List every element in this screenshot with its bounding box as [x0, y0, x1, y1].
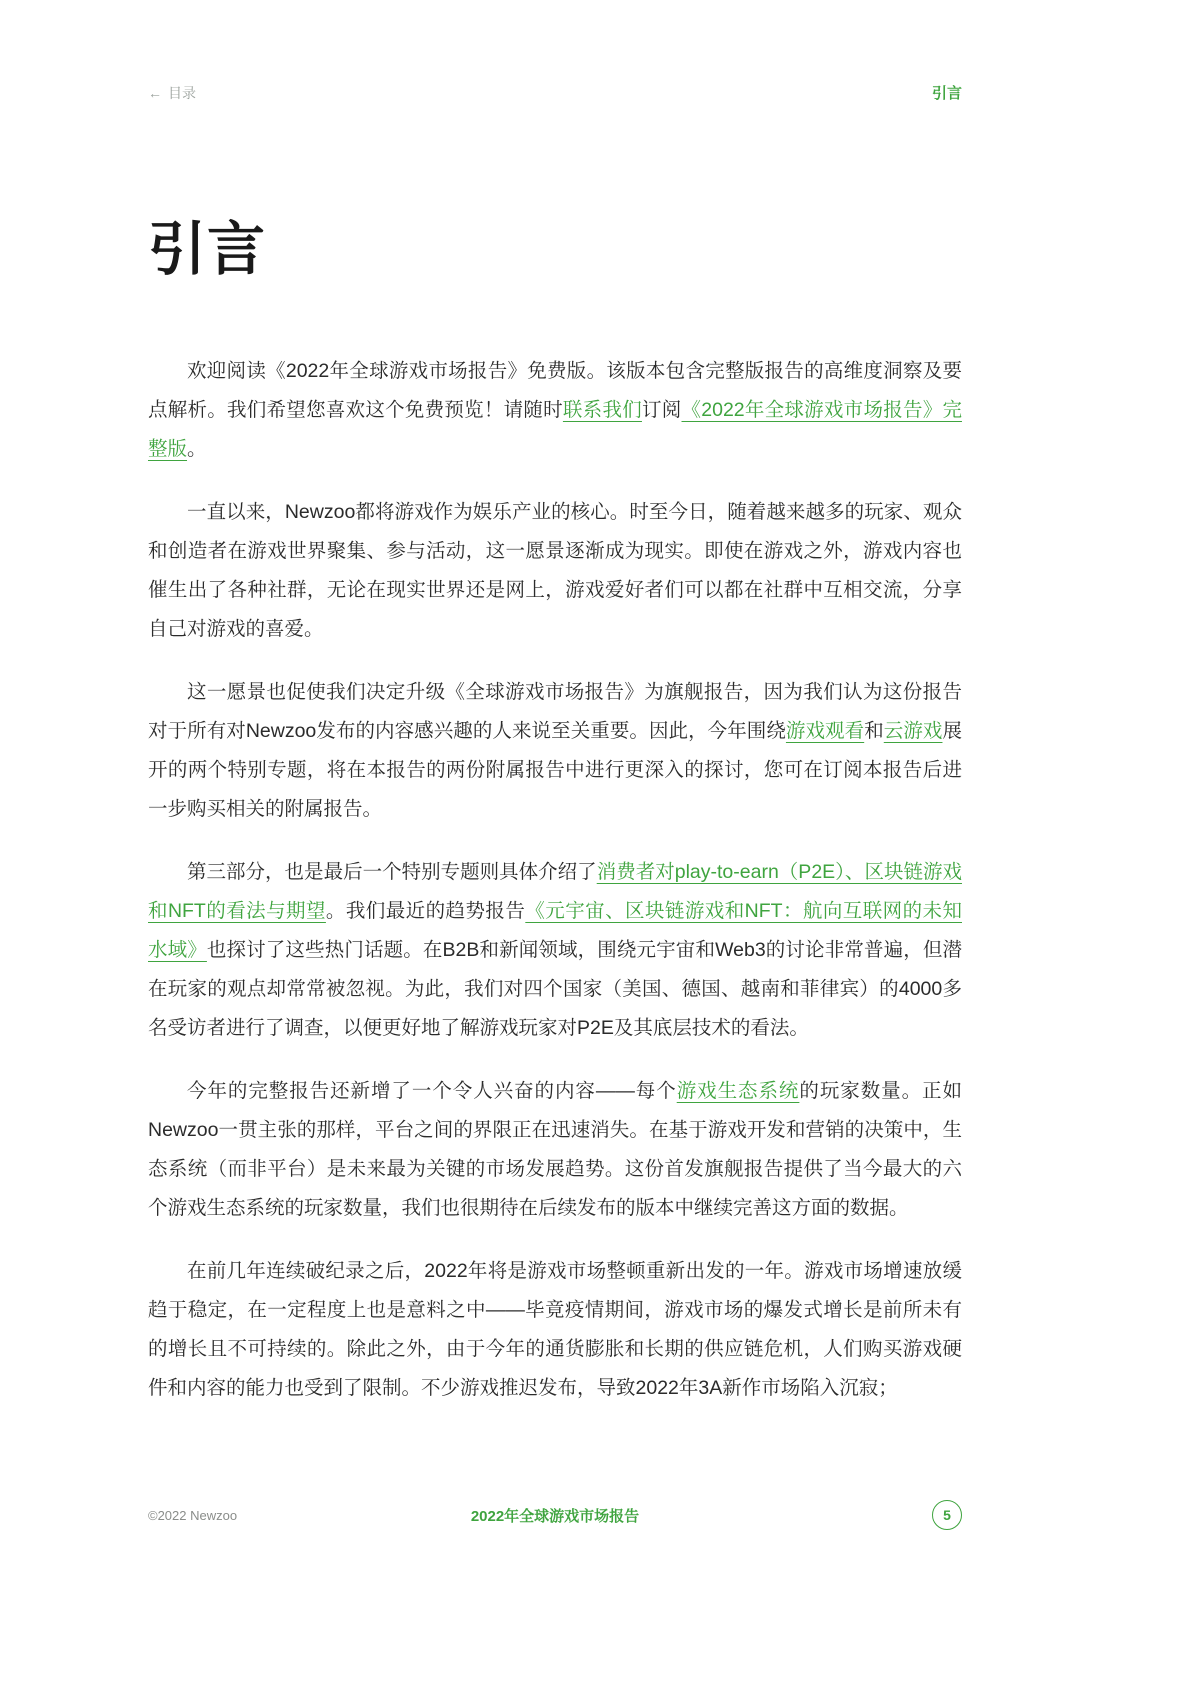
page-footer [148, 1500, 962, 1530]
inline-link[interactable]: 游戏生态系统 [676, 1080, 800, 1102]
paragraph [148, 493, 962, 649]
text-segment: 。我们最近的趋势报告 [325, 900, 526, 922]
inline-link[interactable]: 云游戏 [883, 720, 943, 742]
text-segment: 和 [864, 720, 884, 742]
footer-report-title: 2022年全球游戏市场报告 [470, 1507, 640, 1525]
page-number-badge: 5 [932, 1500, 962, 1530]
inline-link[interactable]: 《2022年全球游戏市场报告》完整版 [148, 399, 962, 460]
paragraph [148, 1252, 962, 1408]
text-segment: 今年的完整报告还新增了一个令人兴奋的内容——每个 [187, 1080, 677, 1102]
text-segment: 这一愿景也促使我们决定升级《全球游戏市场报告》为旗舰报告，因为我们认为这份报告对于所有对Newzoo发布的内容感兴趣的人来说至关重要。因此，今年围绕 [148, 681, 962, 742]
text-segment: 订阅 [641, 399, 682, 421]
text-segment: 的玩家数量。正如Newzoo一贯主张的那样，平台之间的界限正在迅速消失。在基于游戏开发和营销的决策中，生态系统（而非平台）是未来最为关键的市场发展趋势。这份首发旗舰报告提供了当今最大的六个游戏生态系统的玩家数量，我们也很期待在后续发布的版本中继续完善这方面的数据。 [148, 1080, 962, 1219]
paragraph [148, 1072, 962, 1228]
text-segment: 欢迎阅读《2022年全球游戏市场报告》免费版。该版本包含完整版报告的高维度洞察及要点解析。我们希望您喜欢这个免费预览！请随时 [148, 360, 962, 421]
body-paragraphs [148, 352, 962, 1408]
text-segment: 展开的两个特别专题，将在本报告的两份附属报告中进行更深入的探讨，您可在订阅本报告后进一步购买相关的附属报告。 [148, 720, 962, 820]
section-label: 引言 [931, 85, 962, 102]
inline-link[interactable]: 消费者对play-to-earn（P2E）、区块链游戏和NFT的看法与期望 [148, 861, 962, 922]
footer-copyright: ©2022 Newzoo [148, 1507, 238, 1523]
back-link-label: 目录 [168, 84, 196, 101]
back-arrow-icon: ← [148, 84, 162, 101]
paragraph [148, 853, 962, 1048]
text-segment: 在前几年连续破纪录之后，2022年将是游戏市场整顿重新出发的一年。游戏市场增速放缓趋于稳定，在一定程度上也是意料之中——毕竟疫情期间，游戏市场的爆发式增长是前所未有的增长且不可持续的。除此之外，由于今年的通货膨胀和长期的供应链危机，人们购买游戏硬件和内容的能力也受到了限制。不少游戏推迟发布，导致2022年3A新作市场陷入沉寂； [148, 1260, 962, 1399]
paragraph [148, 352, 962, 469]
inline-link[interactable]: 游戏观看 [785, 720, 865, 742]
text-segment: 第三部分，也是最后一个特别专题则具体介绍了 [187, 861, 597, 883]
page-content [148, 0, 962, 1432]
text-segment: 一直以来，Newzoo都将游戏作为娱乐产业的核心。时至今日，随着越来越多的玩家、观众和创造者在游戏世界聚集、参与活动，这一愿景逐渐成为现实。即使在游戏之外，游戏内容也催生出了各种社群，无论在现实世界还是网上，游戏爱好者们可以都在社群中互相交流，分享自己对游戏的喜爱。 [148, 501, 962, 640]
paragraph [148, 673, 962, 829]
inline-link[interactable]: 联系我们 [562, 399, 642, 421]
inline-link[interactable]: 《元宇宙、区块链游戏和NFT：航向互联网的未知水域》 [148, 900, 962, 961]
text-segment: 也探讨了这些热门话题。在B2B和新闻领域，围绕元宇宙和Web3的讨论非常普遍，但潜在玩家的观点却常常被忽视。为此，我们对四个国家（美国、德国、越南和菲律宾）的4000多名受访者进行了调查，以便更好地了解游戏玩家对P2E及其底层技术的看法。 [148, 939, 962, 1039]
page-title: 引言 [148, 217, 267, 282]
text-segment: 。 [187, 438, 207, 460]
